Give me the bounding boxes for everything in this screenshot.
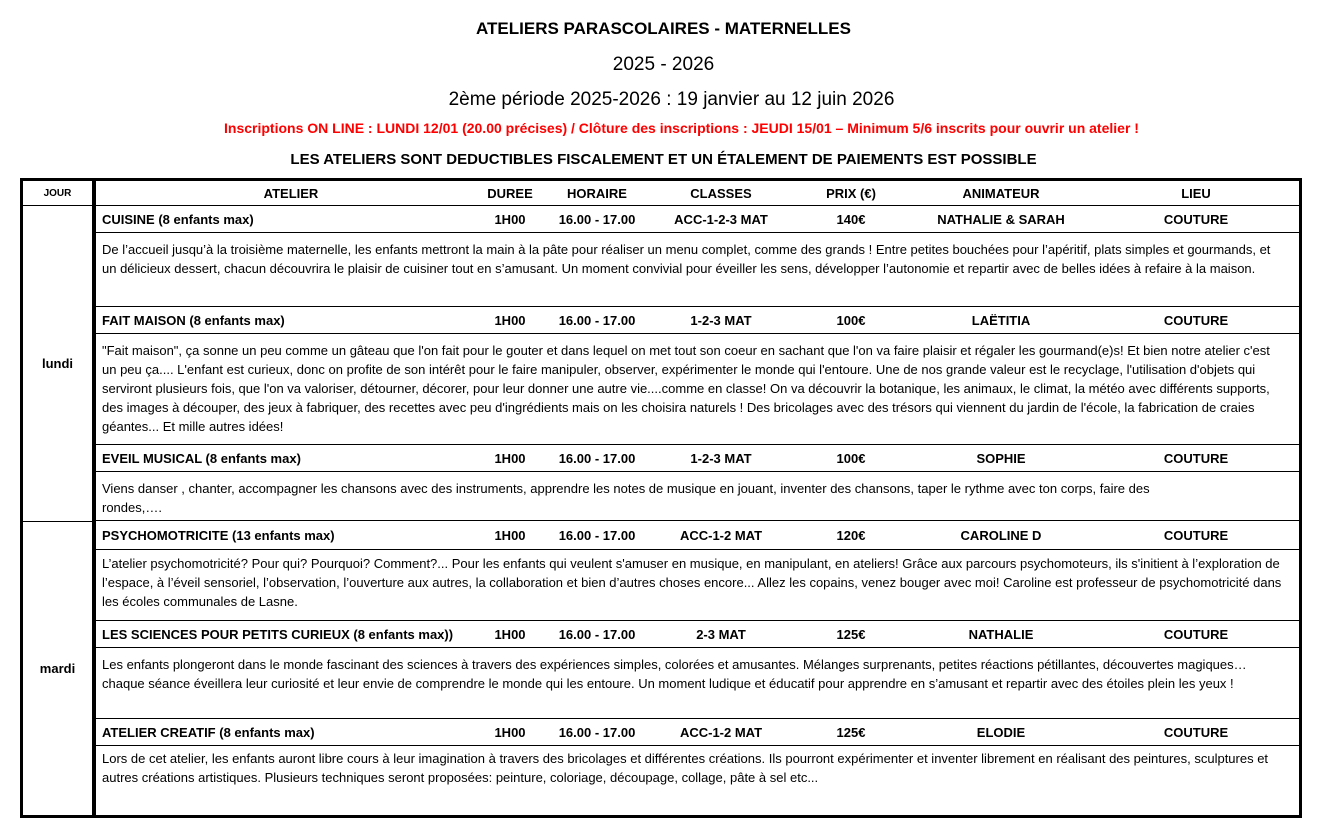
atelier-row-psychomotricite bbox=[96, 521, 1299, 550]
atelier-animateur: NATHALIE & SARAH bbox=[937, 211, 1065, 227]
day-label-mardi: mardi bbox=[39, 661, 76, 676]
column-header-horaire: HORAIRE bbox=[567, 185, 627, 201]
atelier-prix: 125€ bbox=[836, 626, 866, 642]
atelier-animateur: NATHALIE bbox=[968, 626, 1034, 642]
atelier-lieu: COUTURE bbox=[1163, 626, 1229, 642]
atelier-name: FAIT MAISON (8 enfants max) bbox=[102, 312, 285, 328]
period-dates: 2ème période 2025-2026 : 19 janvier au 12 juin 2026 bbox=[448, 89, 895, 110]
atelier-classes: 1-2-3 MAT bbox=[690, 450, 752, 466]
atelier-duree: 1H00 bbox=[494, 626, 526, 642]
atelier-row-cuisine bbox=[96, 206, 1299, 233]
registration-notice: Inscriptions ON LINE : LUNDI 12/01 (20.00 précises) / Clôture des inscriptions : JEUDI 15/01 – Minimum 5/6 inscrits pour ouvrir un atelier ! bbox=[224, 120, 1139, 136]
atelier-row-eveil-musical bbox=[96, 445, 1299, 472]
ateliers-table bbox=[20, 178, 1302, 818]
atelier-animateur: CAROLINE D bbox=[960, 527, 1042, 543]
atelier-row-fait-maison bbox=[96, 307, 1299, 334]
atelier-classes: ACC-1-2-3 MAT bbox=[674, 211, 768, 227]
atelier-animateur: LAËTITIA bbox=[971, 312, 1031, 328]
atelier-duree: 1H00 bbox=[494, 312, 526, 328]
column-header-animateur: ANIMATEUR bbox=[962, 185, 1040, 201]
atelier-lieu: COUTURE bbox=[1163, 450, 1229, 466]
atelier-horaire: 16.00 - 17.00 bbox=[558, 724, 636, 740]
page-title: ATELIERS PARASCOLAIRES - MATERNELLES bbox=[476, 19, 851, 38]
column-header-atelier: ATELIER bbox=[263, 185, 319, 201]
atelier-horaire: 16.00 - 17.00 bbox=[558, 527, 636, 543]
atelier-classes: 1-2-3 MAT bbox=[690, 312, 752, 328]
atelier-prix: 140€ bbox=[836, 211, 866, 227]
atelier-classes: ACC-1-2 MAT bbox=[679, 527, 763, 543]
atelier-animateur: SOPHIE bbox=[976, 450, 1026, 466]
atelier-lieu: COUTURE bbox=[1163, 211, 1229, 227]
atelier-animateur: ELODIE bbox=[976, 724, 1026, 740]
atelier-description: Viens danser , chanter, accompagner les chansons avec des instruments, apprendre les notes de musique en jouant, inventer des chansons, taper le rythme avec ton corps, faire des rondes,…. bbox=[96, 472, 1299, 521]
atelier-description: "Fait maison", ça sonne un peu comme un gâteau que l'on fait pour le gouter et dans lequel on met tout son coeur en sachant que l'on va faire plaisir et régaler les gourmand(e)s! Et bien notre atelier c'est un peu ça.... L'enfant est curieux, donc on profite de son intérêt pour le faire manipuler, observer, expérimenter le monde qui l'entoure. Une de nos grande valeur est le recyclage, l'utilisation d'objets qui serviront plusieurs fois, que l'on va valoriser, détourner, décorer, pour leur donner une autre vie....comme en classe! On va découvrir la botanique, les animaux, le climat, la météo avec différents supports, des images à découper, des jeux à fabriquer, des recettes avec peu d'ingrédients mais on les choisira naturels ! Des bricolages avec des trésors qui viennent du jardin de l'école, la fabrication de craies géantes... Et mille autres idées! bbox=[96, 334, 1299, 445]
tax-deductible-notice: LES ATELIERS SONT DEDUCTIBLES FISCALEMENT ET UN ÉTALEMENT DE PAIEMENTS EST POSSIBLE bbox=[290, 151, 1037, 168]
atelier-prix: 100€ bbox=[836, 450, 866, 466]
atelier-horaire: 16.00 - 17.00 bbox=[558, 626, 636, 642]
atelier-lieu: COUTURE bbox=[1163, 724, 1229, 740]
atelier-name: CUISINE (8 enfants max) bbox=[102, 211, 254, 227]
atelier-row-atelier-creatif bbox=[96, 719, 1299, 746]
day-label-lundi: lundi bbox=[41, 356, 74, 371]
atelier-duree: 1H00 bbox=[494, 450, 526, 466]
atelier-row-sciences bbox=[96, 621, 1299, 648]
column-header-classes: CLASSES bbox=[690, 185, 752, 201]
column-header-duree: DUREE bbox=[487, 185, 533, 201]
atelier-description: L’atelier psychomotricité? Pour qui? Pourquoi? Comment?... Pour les enfants qui veulent s'amuser en musique, en manipulant, en ateliers! Grâce aux parcours psychomoteurs, ils s'initient à l’exploration de l’espace, à l’éveil sensoriel, l’observation, l’ouverture aux autres, la collaboration et bien d’autres choses encore... Allez les copains, venez bouger avec moi! Caroline est professeur de psychomotricité dans les écoles communales de Lasne. bbox=[96, 550, 1299, 621]
day-column bbox=[23, 181, 96, 815]
atelier-horaire: 16.00 - 17.00 bbox=[558, 312, 636, 328]
atelier-prix: 100€ bbox=[836, 312, 866, 328]
atelier-classes: ACC-1-2 MAT bbox=[679, 724, 763, 740]
atelier-name: LES SCIENCES POUR PETITS CURIEUX (8 enfants max)) bbox=[102, 626, 454, 642]
atelier-description: De l’accueil jusqu’à la troisième maternelle, les enfants mettront la main à la pâte pour réaliser un menu complet, comme des grands ! Entre petites bouchées pour l’apéritif, plats simples et gourmands, et un délicieux dessert, chacun découvrira le plaisir de cuisiner tout en s’amusant. Un moment convivial pour éveiller les sens, développer l’autonomie et repartir avec de belles idées à refaire à la maison. bbox=[96, 233, 1299, 307]
table-header-row bbox=[96, 181, 1299, 206]
atelier-description: Les enfants plongeront dans le monde fascinant des sciences à travers des expériences simples, colorées et amusantes. Mélanges surprenants, petites réactions pétillantes, découvertes magiques… chaque séance éveillera leur curiosité et leur envie de comprendre le monde qui les entoure. Un moment ludique et éducatif pour apprendre en s’amusant et repartir avec des étoiles plein les yeux ! bbox=[96, 648, 1299, 719]
atelier-prix: 125€ bbox=[836, 724, 866, 740]
atelier-name: ATELIER CREATIF (8 enfants max) bbox=[102, 724, 315, 740]
atelier-lieu: COUTURE bbox=[1163, 312, 1229, 328]
atelier-prix: 120€ bbox=[836, 527, 866, 543]
atelier-classes: 2-3 MAT bbox=[696, 626, 746, 642]
atelier-horaire: 16.00 - 17.00 bbox=[558, 450, 636, 466]
atelier-duree: 1H00 bbox=[494, 527, 526, 543]
atelier-duree: 1H00 bbox=[494, 724, 526, 740]
column-header-prix: PRIX (€) bbox=[826, 185, 876, 201]
column-header-lieu: LIEU bbox=[1181, 185, 1211, 201]
atelier-duree: 1H00 bbox=[494, 211, 526, 227]
column-header-jour: JOUR bbox=[23, 181, 92, 206]
atelier-lieu: COUTURE bbox=[1163, 527, 1229, 543]
atelier-description: Lors de cet atelier, les enfants auront libre cours à leur imagination à travers des bricolages et différentes créations. Ils pourront expérimenter et inventer librement en réalisant des peintures, sculptures et autres créations artistiques. Plusieurs techniques seront proposées: peinture, coloriage, découpage, collage, pâte à sel etc... bbox=[102, 751, 1269, 785]
atelier-name: EVEIL MUSICAL (8 enfants max) bbox=[102, 450, 301, 466]
school-year: 2025 - 2026 bbox=[612, 54, 715, 75]
atelier-horaire: 16.00 - 17.00 bbox=[558, 211, 636, 227]
atelier-name: PSYCHOMOTRICITE (13 enfants max) bbox=[102, 527, 335, 543]
